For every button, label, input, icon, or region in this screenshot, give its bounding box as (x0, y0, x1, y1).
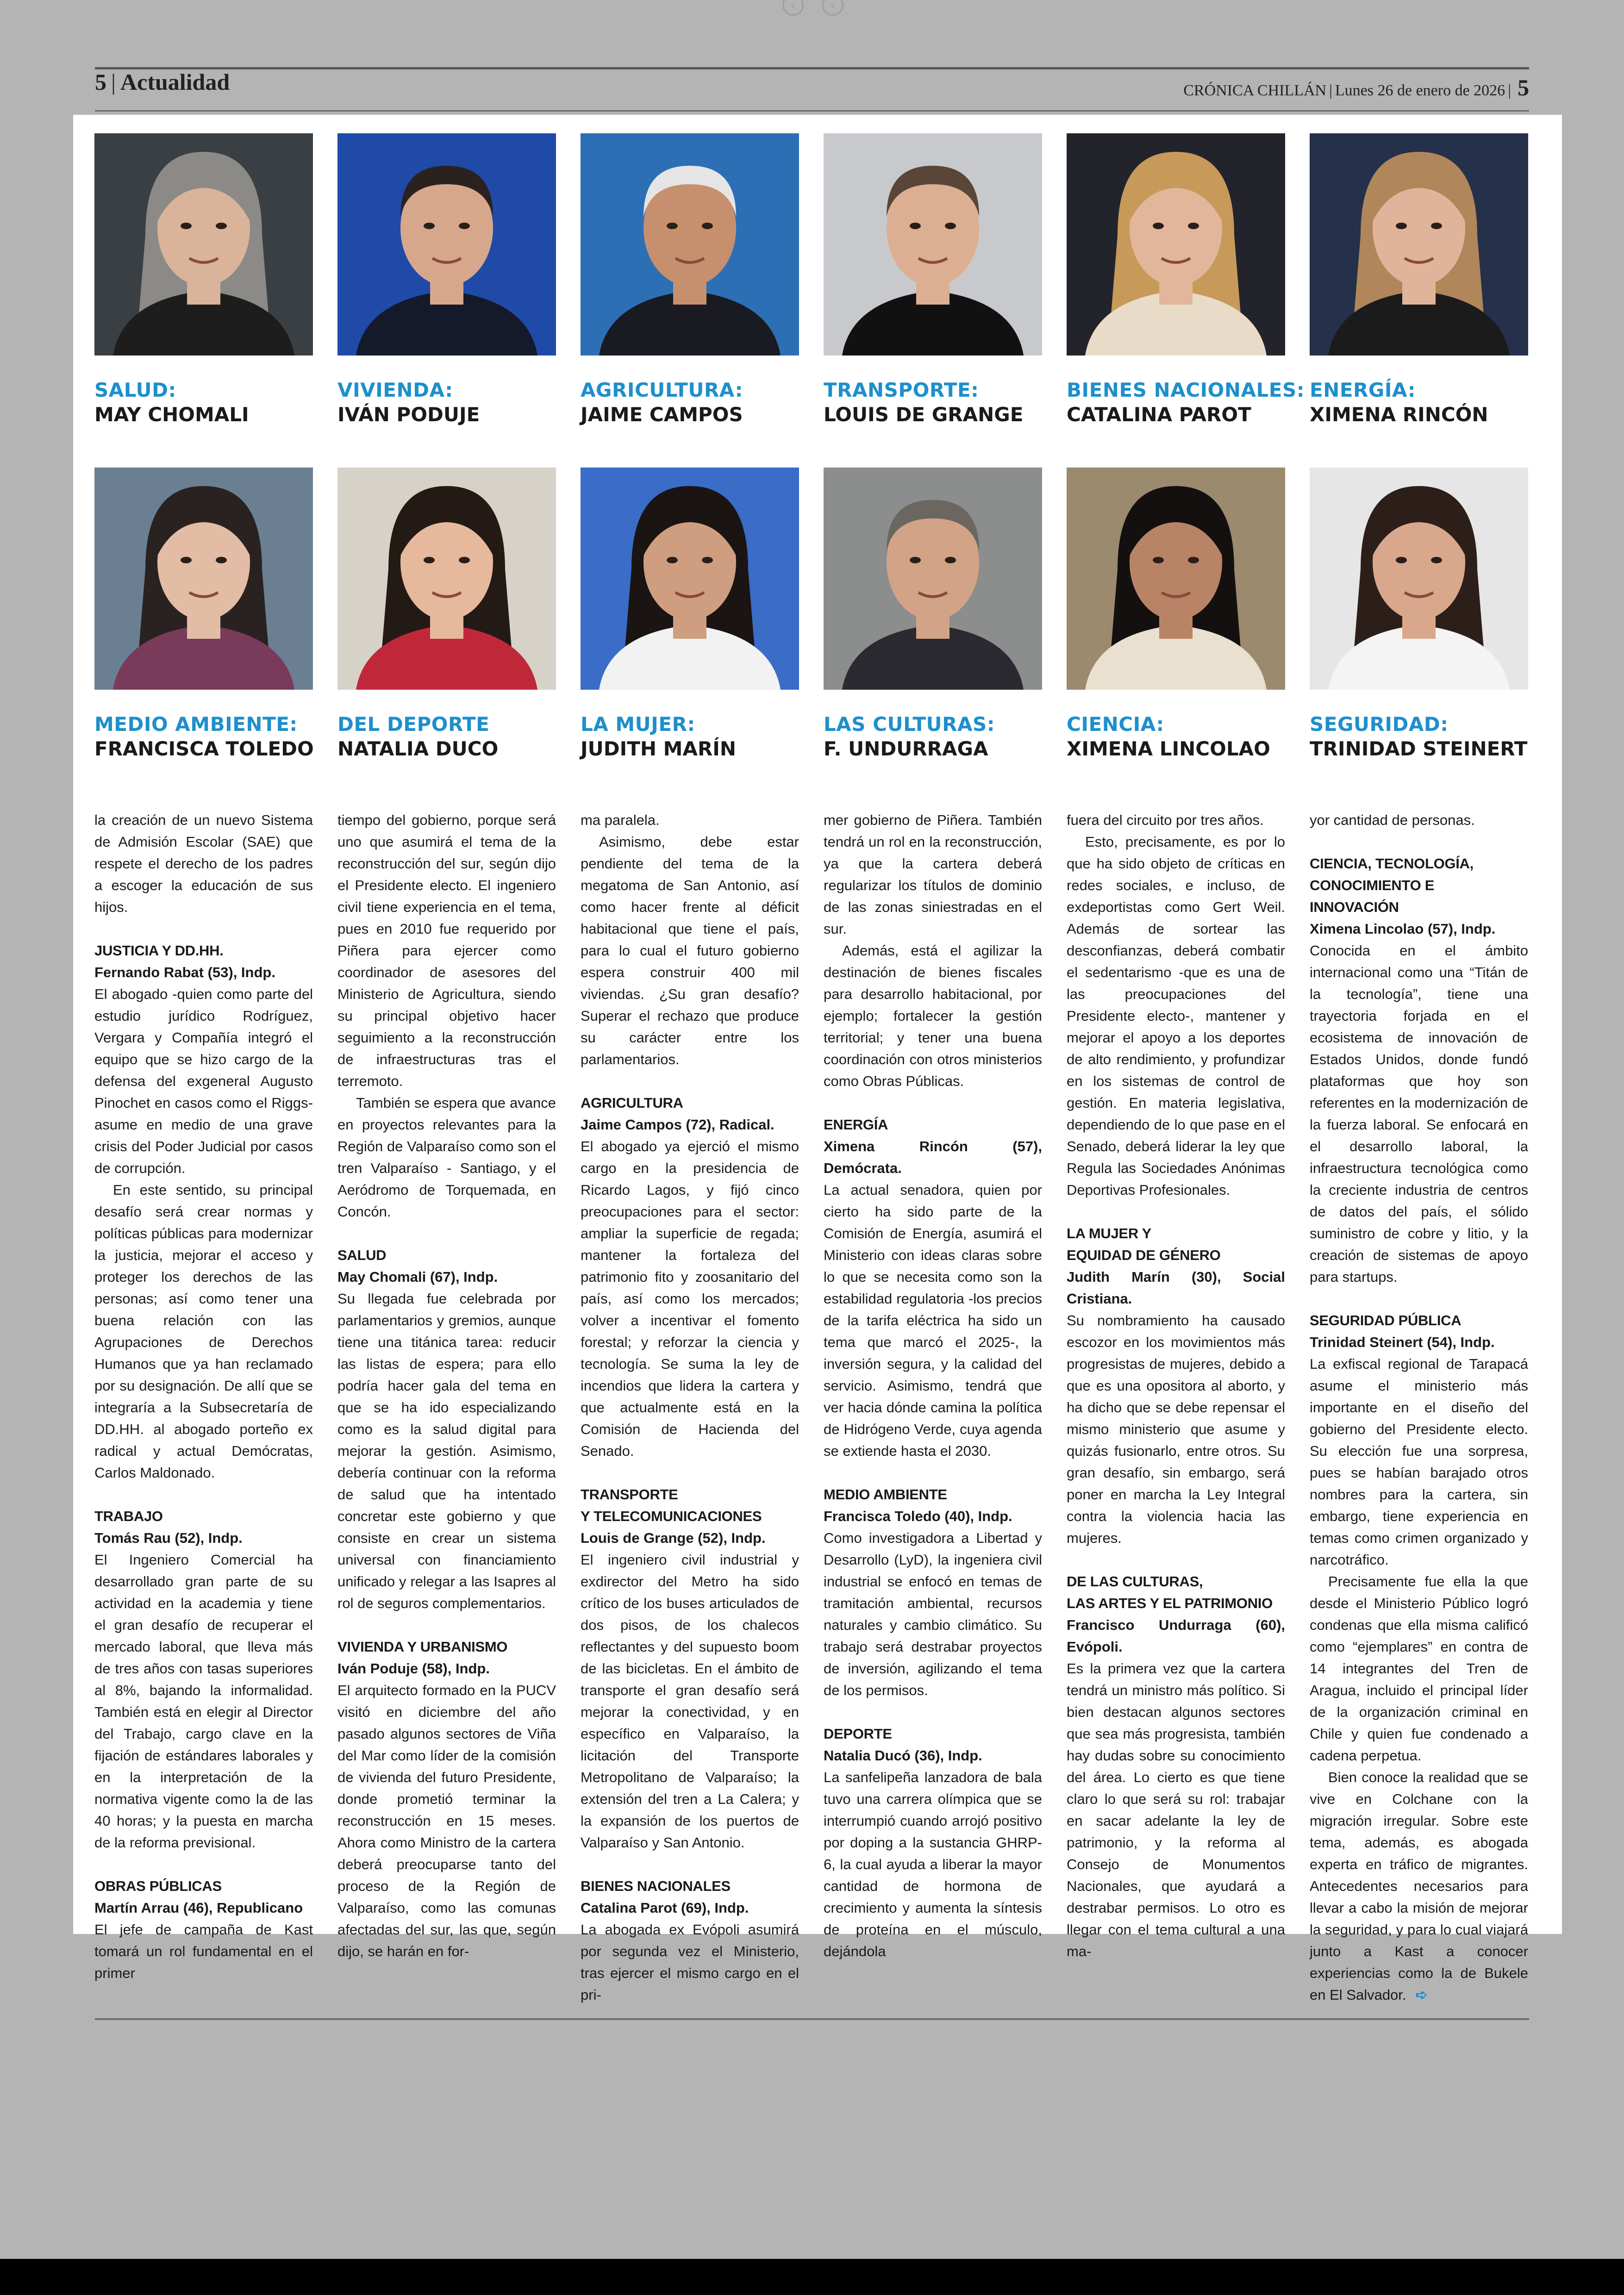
minister-portrait (337, 468, 556, 760)
minister-name: LOUIS DE GRANGE (824, 403, 1024, 426)
minister-portrait (1310, 468, 1528, 760)
paragraph: Es la primera vez que la cartera tendrá un ministro más político. Si bien destacan algunos sectores que sea más progresista, también hay dudas sobre su conocimiento del área. Lo cierto es que tiene claro lo que será su rol: trabajar en sacar adelante la ley de patrimonio, y la reforma al Consejo de Monumentos Nacionales, que ayudará a destrabar permisos. Lo otro es llegar con el tema cultural a una ma- (1067, 1660, 1285, 1959)
minister-byline: Francisca Toledo (40), Indp. (824, 1508, 1012, 1524)
paragraph: mer gobierno de Piñera. También tendrá un rol en la reconstrucción, ya que la cartera deberá regularizar los títulos de dominio de las zonas siniestradas en el sur. (824, 812, 1042, 937)
paragraph: Esto, precisamente, es por lo que ha sido objeto de críticas en redes sociales, e incluso, de exdeportistas como Gert Weil. Además de sortear las desconfianzas, deberá combatir el sedentarismo -que es una de las preocupaciones del Presidente electo-, mantener y mejorar el apoyo a los deportes de alto rendimiento, y profundizar en los sistemas de control de gestión. En materia legislativa, dependiendo de lo que pase en el Senado, deberá liderar la ley que Regula las Sociedades Anónimas Deportivas Profesionales. (1067, 834, 1285, 1198)
ministry-label: BIENES NACIONALES: (1067, 379, 1305, 401)
continue-arrow-icon: ➪ (1415, 1987, 1428, 2003)
section-heading: ENERGÍA (824, 1116, 888, 1133)
section-heading: SEGURIDAD PÚBLICA (1310, 1312, 1462, 1328)
minister-portrait (824, 468, 1042, 760)
portrait-photo (337, 133, 556, 355)
newspaper-name: CRÓNICA CHILLÁN (1183, 82, 1327, 99)
portrait-photo (1067, 468, 1285, 690)
minister-name: NATALIA DUCO (337, 737, 499, 760)
minister-name: JUDITH MARÍN (581, 737, 737, 760)
page-navigation (781, 0, 845, 15)
ministry-label: TRANSPORTE: (824, 379, 979, 401)
paragraph: tiempo del gobierno, porque será uno que asumirá el tema de la reconstrucción del sur, según dijo el Presidente electo. El ingeniero civil tiene experiencia en el tema, pues en 2010 fue requerido por Piñera para ejercer como coordinador de asesores del Ministerio de Agricultura, siendo su principal objetivo hacer seguimiento a la reconstrucción de infraestructuras tras el terremoto. (337, 812, 556, 1089)
ministry-label: DEL DEPORTE (337, 713, 490, 736)
minister-byline: Jaime Campos (72), Radical. (581, 1116, 775, 1133)
minister-byline: Louis de Grange (52), Indp. (581, 1530, 766, 1546)
page-number-right: 5 (1518, 75, 1529, 100)
portrait-photo (1310, 133, 1528, 355)
minister-byline: Judith Marín (30), Social Cristiana. (1067, 1269, 1285, 1307)
paragraph: Además, está el agilizar la destinación de bienes fiscales para desarrollo habitacional, por ejemplo; fortalecer la gestión territorial; y tener una buena coordinación con otros ministerios como Obras Públicas. (824, 942, 1042, 1089)
minister-name: F. UNDURRAGA (824, 737, 988, 760)
ministry-label: MEDIO AMBIENTE: (94, 713, 298, 736)
paragraph: El Ingeniero Comercial ha desarrollado gran parte de su actividad en la academia y tiene el gran desafío de recuperar el mercado laboral, que lleva más de tres años con tasas superiores al 8%, bajando la informalidad. También está en elegir al Director del Trabajo, cargo clave en la fijación de estándares laborales y en la interpretación de la normativa vigente como la de las 40 horas; y la puesta en marcha de la reforma previsional. (94, 1552, 313, 1851)
section-heading: OBRAS PÚBLICAS (94, 1878, 222, 1894)
previous-page-icon[interactable]: ‹ (782, 0, 804, 16)
section-heading: LA MUJER Y (1067, 1225, 1152, 1241)
portrait-photo (337, 468, 556, 690)
text-column (337, 809, 556, 1962)
minister-byline: Tomás Rau (52), Indp. (94, 1530, 243, 1546)
paragraph: Conocida en el ámbito internacional como una “Titán de la tecnología”, tiene una trayectoria forjada en el ecosistema de innovación de Estados Unidos, donde fundó plataformas que hoy son referentes en la modernización de la fuerza laboral. Se enfocará en el desarrollo laboral, la infraestructura tecnológica como la creciente industria de centros de datos del país, el sólido suministro de cobre y litio, y la creación de sistemas de apoyo para startups. (1310, 942, 1528, 1285)
ministry-label: AGRICULTURA: (581, 379, 743, 401)
portrait-photo (94, 468, 313, 690)
section-heading: JUSTICIA Y DD.HH. (94, 942, 224, 959)
text-column (1067, 809, 1285, 1962)
minister-byline: May Chomali (67), Indp. (337, 1269, 498, 1285)
section-heading: DE LAS CULTURAS, (1067, 1573, 1203, 1590)
paragraph: Su llegada fue celebrada por parlamentarios y gremios, aunque tiene una titánica tarea: reducir las listas de espera; para ello podría hacer gala del tema en que se ha ido especializando como es la salud digital para mejorar la gestión. Asimismo, debería continuar con la reforma de salud que ha intentado concretar este gobierno y que consiste en crear un sistema universal con financiamiento unificado y relegar a las Isapres al rol de seguros complementarios. (337, 1291, 556, 1611)
minister-portrait (94, 468, 313, 760)
paragraph: En este sentido, su principal desafío será crear normas y políticas públicas para modernizar la justicia, mejorar el acceso y proteger los derechos de las personas; así como tener una buena relación con las Agrupaciones de Derechos Humanos que ya han reclamado por su designación. De allí que se integraría a la Subsecretaría de DD.HH. al abogado porteño ex radical y actual Demócratas, Carlos Maldonado. (94, 1182, 313, 1481)
section-name: Actualidad (120, 69, 230, 95)
paragraph: fuera del circuito por tres años. (1067, 812, 1264, 828)
portrait-photo (1310, 468, 1528, 690)
section-heading: VIVIENDA Y URBANISMO (337, 1639, 508, 1655)
portrait-photo (581, 468, 799, 690)
paragraph: Bien conoce la realidad que se vive en Colchane con la migración irregular. Sobre este tema, además, es abogada experta en tráfico de migrantes. Antecedentes necesarios para llevar a cabo la misión de mejorar la seguridad, y para lo cual viajará junto a Kast a conocer experiencias como la de Bukele en El Salvador. ➪ (1310, 1769, 1528, 2003)
text-column (1310, 809, 1528, 2006)
section-heading: INNOVACIÓN (1310, 899, 1399, 915)
portrait-photo (94, 133, 313, 355)
issue-date: Lunes 26 de enero de 2026 (1335, 82, 1505, 99)
article-page (73, 115, 1562, 2003)
paragraph: ma paralela. (581, 812, 660, 828)
section-heading: TRABAJO (94, 1508, 163, 1524)
section-heading: DEPORTE (824, 1726, 892, 1742)
header-rule-bottom (95, 110, 1529, 112)
section-heading: EQUIDAD DE GÉNERO (1067, 1247, 1221, 1263)
ministry-label: LAS CULTURAS: (824, 713, 995, 736)
paragraph: El jefe de campaña de Kast tomará un rol fundamental en el primer (94, 1921, 313, 1981)
text-column (581, 809, 799, 2006)
minister-byline: Iván Poduje (58), Indp. (337, 1660, 490, 1677)
ministry-label: SEGURIDAD: (1310, 713, 1449, 736)
paragraph: Precisamente fue ella la que desde el Ministerio Público logró condenas que ella misma calificó como “ejemplares” en contra de 14 integrantes del Tren de Aragua, incluido el principal líder de la organización criminal en Chile y quien fue condenado a cadena perpetua. (1310, 1573, 1528, 1764)
ministry-label: SALUD: (94, 379, 176, 401)
minister-name: FRANCISCA TOLEDO (94, 737, 314, 760)
section-heading: LAS ARTES Y EL PATRIMONIO (1067, 1595, 1273, 1611)
section-heading: TRANSPORTE (581, 1486, 678, 1503)
paragraph: La exfiscal regional de Tarapacá asume el ministerio más importante en el diseño del gobierno del Presidente electo. Su elección fue una sorpresa, pues se habían barajado otros nombres para la cartera, sin embargo, tiene experiencia en temas como crimen organizado y narcotráfico. (1310, 1356, 1528, 1568)
publication-header: CRÓNICA CHILLÁN | Lunes 26 de enero de 2026 | 5 (1183, 75, 1529, 100)
minister-portrait (1067, 468, 1285, 760)
section-heading: MEDIO AMBIENTE (824, 1486, 947, 1503)
paragraph: El abogado -quien como parte del estudio jurídico Rodríguez, Vergara y Compañía integró el equipo que se hizo cargo de la defensa del exgeneral Augusto Pinochet en casos como el Riggs- asume en medio de una grave crisis del Poder Judicial por casos de corrupción. (94, 986, 313, 1176)
minister-name: XIMENA RINCÓN (1310, 403, 1488, 426)
paragraph: Asimismo, debe estar pendiente del tema de la megatoma de San Antonio, así como hacer frente al déficit habitacional que tiene el país, para lo cual el futuro gobierno espera construir 400 mil viviendas. ¿Su gran desafío? Superar el rechazo que produce su carácter entre los parlamentarios. (581, 834, 799, 1067)
minister-portrait (1310, 133, 1528, 426)
text-column (824, 809, 1042, 1962)
section-heading: CONOCIMIENTO E (1310, 877, 1435, 893)
section-heading: BIENES NACIONALES (581, 1878, 731, 1894)
paragraph: El arquitecto formado en la PUCV visitó en diciembre del año pasado algunos sectores de Viña del Mar como líder de la comisión de vivienda del futuro Presidente, donde prometió terminar la reconstrucción en 15 meses. Ahora como Ministro de la cartera deberá preocuparse tanto del proceso de la Región de Valparaíso, como las comunas afectadas del sur, las que, según dijo, se harán en for- (337, 1682, 556, 1959)
minister-byline: Ximena Rincón (57), Demócrata. (824, 1138, 1042, 1176)
paragraph: El ingeniero civil industrial y exdirector del Metro ha sido crítico de los buses articulados de dos pisos, de los chalecos reflectantes y del supuesto boom de las bicicletas. En el ámbito de transporte el gran desafío será mejorar la conectividad, y en específico en Valparaíso, la licitación del Transporte Metropolitano de Valparaíso; la extensión del tren a La Calera; y la expansión de los puertos de Valparaíso y San Antonio. (581, 1552, 799, 1851)
minister-byline: Trinidad Steinert (54), Indp. (1310, 1334, 1495, 1350)
minister-name: TRINIDAD STEINERT (1310, 737, 1528, 760)
ministry-label: CIENCIA: (1067, 713, 1164, 736)
section-heading: AGRICULTURA (581, 1095, 683, 1111)
paragraph: yor cantidad de personas. (1310, 812, 1475, 828)
paragraph: Su nombramiento ha causado escozor en los movimientos más progresistas de mujeres, debido a que es una opositora al aborto, y ha dicho que se debe repensar el mismo ministerio que asume y quizás fusionarlo, entre otros. Su gran desafío, sin embargo, será poner en marcha la Ley Integral contra la violencia hacia las mujeres. (1067, 1312, 1285, 1546)
minister-name: CATALINA PAROT (1067, 403, 1251, 426)
section-heading: CIENCIA, TECNOLOGÍA, (1310, 855, 1474, 872)
section-heading: Y TELECOMUNICACIONES (581, 1508, 762, 1524)
minister-byline: Ximena Lincolao (57), Indp. (1310, 921, 1496, 937)
viewer-bottom-bar (0, 2259, 1624, 2295)
paragraph: La sanfelipeña lanzadora de bala tuvo una carrera olímpica que se interrumpió cuando arrojó positivo por doping a la sustancia GHRP-6, la cual ayuda a liberar la mayor cantidad de hormona de crecimiento y aumenta la síntesis de proteína en el músculo, dejándola (824, 1769, 1042, 1959)
paragraph: También se espera que avance en proyectos relevantes para la Región de Valparaíso como son el tren Valparaíso - Santiago, y el Aeródromo de Torquemada, en Concón. (337, 1095, 556, 1220)
minister-portrait (581, 133, 799, 426)
page-number-left: 5 (95, 69, 106, 95)
minister-byline: Natalia Ducó (36), Indp. (824, 1747, 982, 1764)
minister-name: IVÁN PODUJE (337, 403, 480, 426)
next-page-icon[interactable]: › (822, 0, 843, 16)
header-rule (95, 67, 1529, 69)
section-header: 5 | Actualidad (95, 69, 230, 95)
text-column (94, 809, 313, 1984)
portrait-photo (824, 133, 1042, 355)
ministry-label: LA MUJER: (581, 713, 695, 736)
minister-portrait (1067, 133, 1305, 426)
ministry-label: VIVIENDA: (337, 379, 453, 401)
portrait-photo (581, 133, 799, 355)
minister-portrait (824, 133, 1042, 426)
portrait-photo (1067, 133, 1285, 355)
paragraph: La abogada ex Evópoli asumirá por segunda vez el Ministerio, tras ejercer el mismo cargo en el pri- (581, 1921, 799, 2003)
footer-rule (95, 2018, 1529, 2020)
minister-portrait (337, 133, 556, 426)
paragraph: La actual senadora, quien por cierto ha sido parte de la Comisión de Energía, asumirá el Ministerio con ideas claras sobre lo que se necesita como son la estabilidad regulatoria -los precios de la tarifa eléctrica ha sido un tema que marcó el 2025-, la inversión segura, y la calidad del servicio. Asimismo, tendrá que ver hacia dónde camina la política de Hidrógeno Verde, cuya agenda se extiende hasta el 2030. (824, 1182, 1042, 1459)
minister-byline: Francisco Undurraga (60), Evópoli. (1067, 1617, 1285, 1655)
portrait-photo (824, 468, 1042, 690)
minister-byline: Fernando Rabat (53), Indp. (94, 964, 275, 980)
paragraph: El abogado ya ejerció el mismo cargo en la presidencia de Ricardo Lagos, y fijó cinco preocupaciones para el sector: ampliar la superficie de regada; mantener la fortaleza del patrimonio fito y zoosanitario del país, así como los mercados; volver a incentivar el fomento forestal; y reforzar la ciencia y tecnología. Se suma la ley de incendios que lidera la cartera y que actualmente está en la Comisión de Hacienda del Senado. (581, 1138, 799, 1459)
minister-name: XIMENA LINCOLAO (1067, 737, 1270, 760)
minister-portrait (94, 133, 313, 426)
section-heading: SALUD (337, 1247, 387, 1263)
minister-name: JAIME CAMPOS (581, 403, 743, 426)
minister-name: MAY CHOMALI (94, 403, 249, 426)
paragraph: Como investigadora a Libertad y Desarrollo (LyD), la ingeniera civil industrial se enfocó en temas de tramitación ambiental, recursos naturales y cambio climático. Su trabajo será destrabar proyectos de inversión, agilizando el tema de los permisos. (824, 1530, 1042, 1698)
paragraph: la creación de un nuevo Sistema de Admisión Escolar (SAE) que respete el derecho de los padres a escoger la educación de sus hijos. (94, 812, 313, 915)
minister-portrait (581, 468, 799, 760)
minister-byline: Catalina Parot (69), Indp. (581, 1900, 749, 1916)
minister-byline: Martín Arrau (46), Republicano (94, 1900, 303, 1916)
ministry-label: ENERGÍA: (1310, 379, 1416, 401)
